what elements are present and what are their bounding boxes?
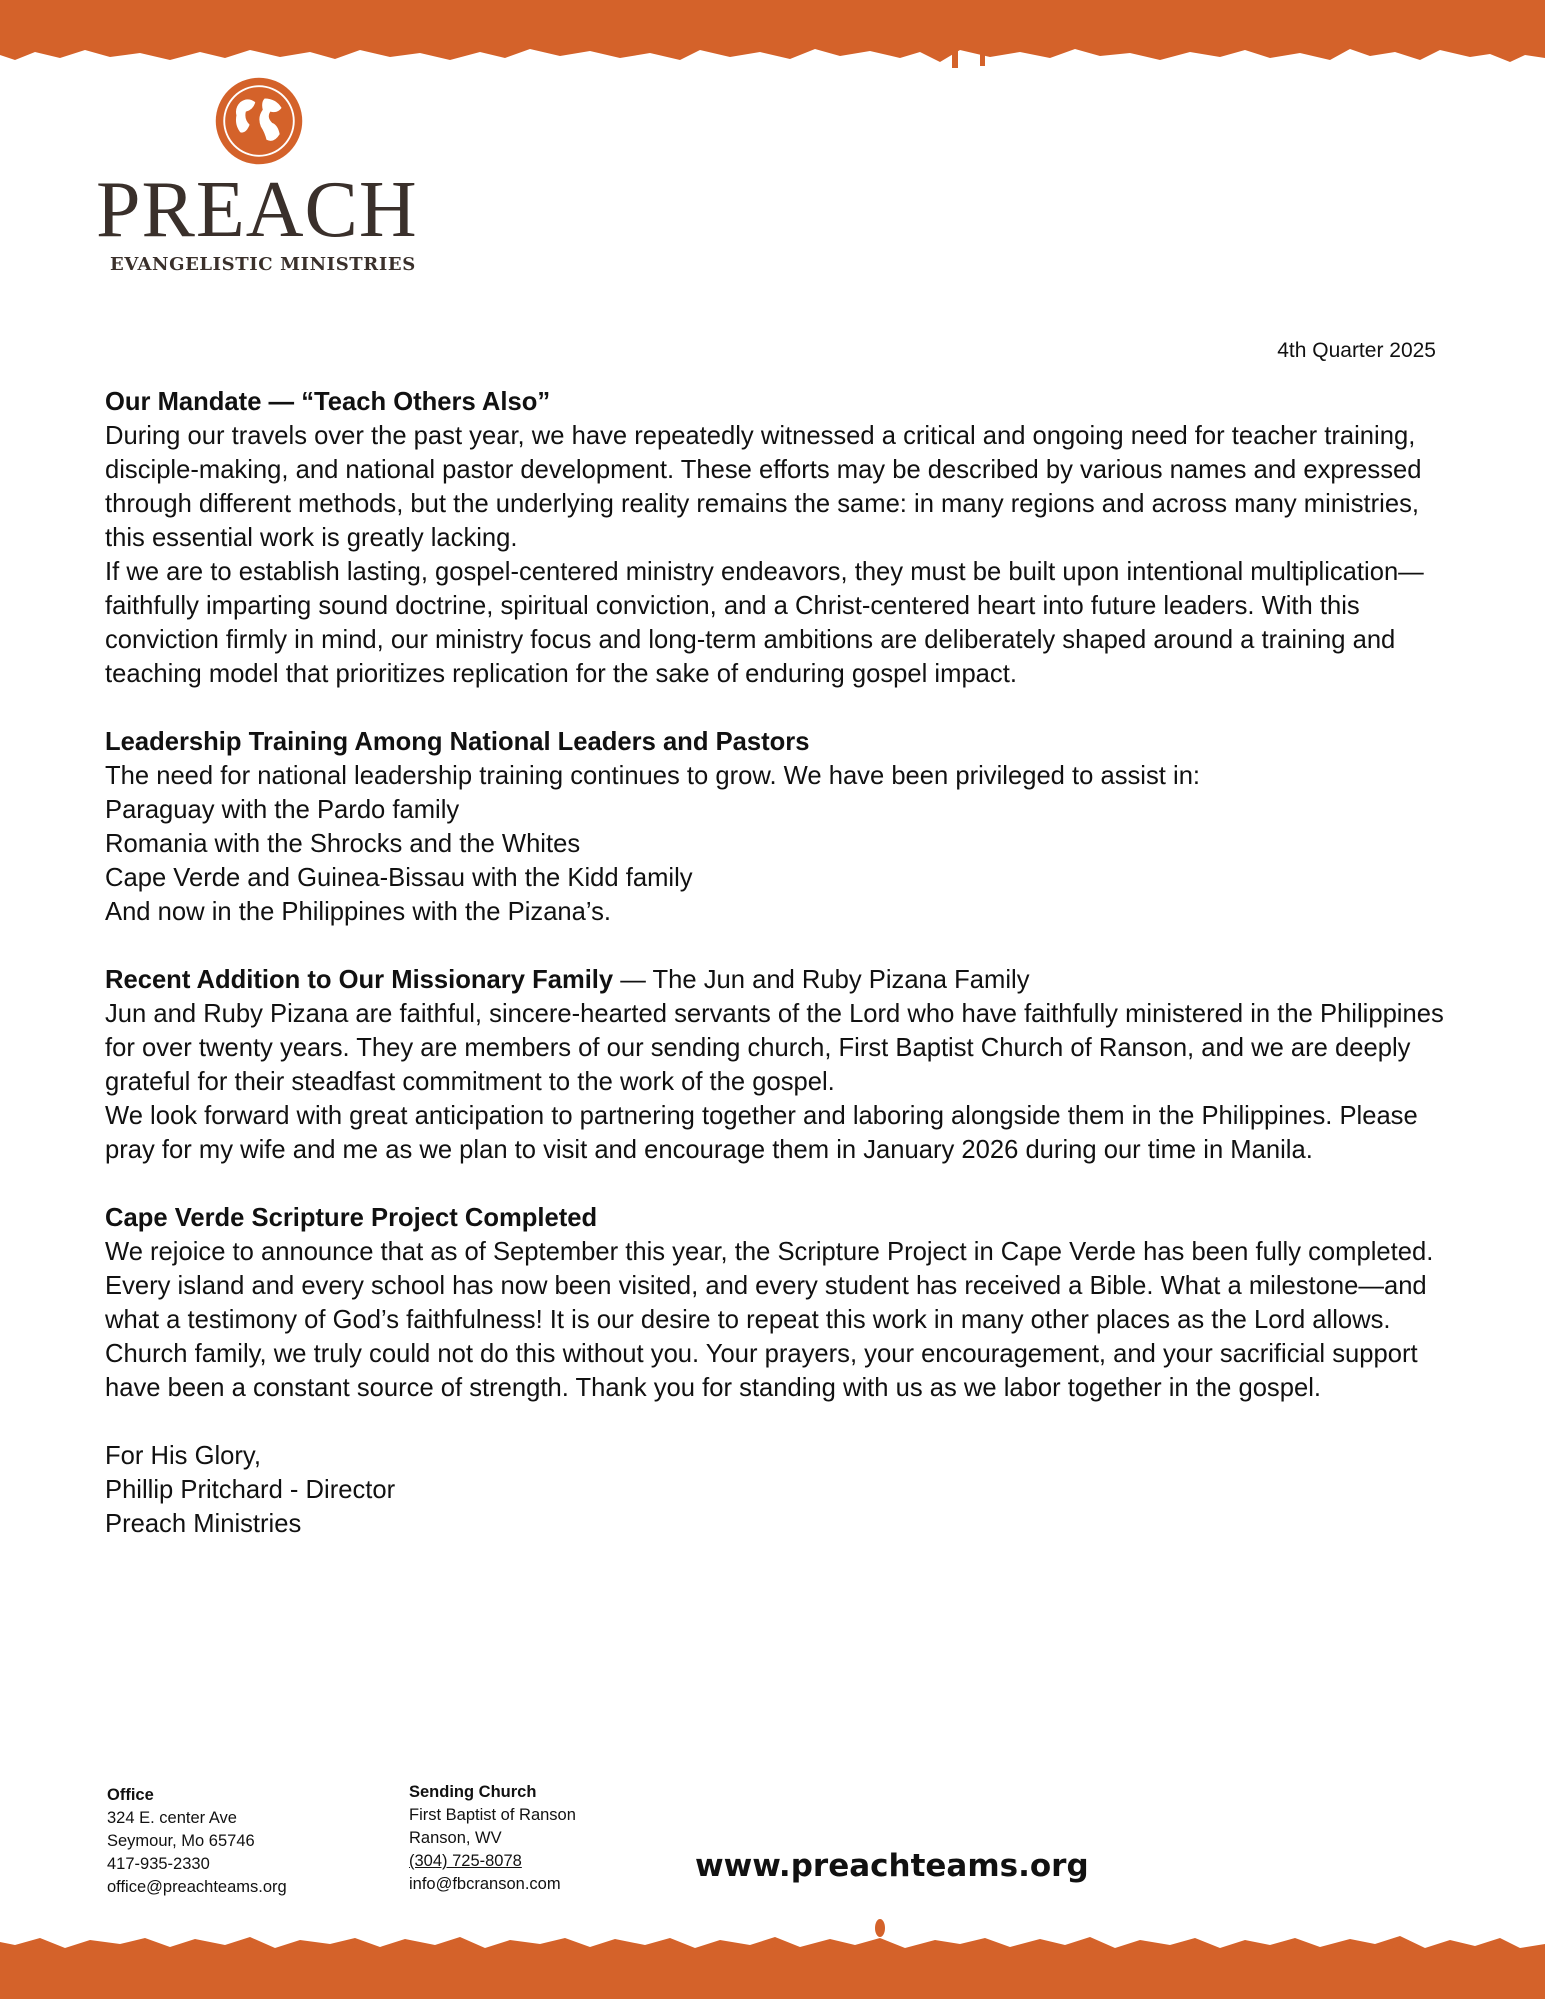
addition-paragraph-2: We look forward with great anticipation to partnering together and laboring alongside them in the Philippines. Please pray for my wife and me as we plan to visit and encourage them in January 2026 during our time in Manila.	[105, 1102, 1418, 1164]
scripture-heading: Cape Verde Scripture Project Completed	[105, 1204, 598, 1232]
office-email: office@preachteams.org	[107, 1878, 287, 1896]
mandate-paragraph-1: During our travels over the past year, we have repeatedly witnessed a critical and ongoing need for teacher training, disciple-making, and national pastor development. These efforts may be described by various names and expressed through different methods, but the underlying reality remains the same: in many regions and across many ministries, this essential work is greatly lacking.	[105, 422, 1422, 552]
addition-paragraph-1: Jun and Ruby Pizana are faithful, sincere-hearted servants of the Lord who have faithfully ministered in the Philippines for over twenty years. They are members of our sending church, First Baptist Church of Ranson, and we are deeply grateful for their steadfast commitment to the work of the gospel.	[105, 1000, 1444, 1096]
bottom-border-band	[0, 1914, 1545, 1999]
scripture-paragraph-1: We rejoice to announce that as of September this year, the Scripture Project in Cape Verde has been fully completed. Every island and every school has now been visited, and every student has received a Bible. What a milestone—and what a testimony of God’s faithfulness! It is our desire to repeat this work in many other places as the Lord allows.	[105, 1238, 1434, 1334]
church-name: First Baptist of Ranson	[409, 1806, 576, 1824]
mandate-paragraph-2: If we are to establish lasting, gospel-centered ministry endeavors, they must be built upon intentional multiplication—faithfully imparting sound doctrine, spiritual conviction, and a Christ-centered heart into future leaders. With this conviction firmly in mind, our ministry focus and long-term ambitions are deliberately shaped around a training and teaching model that prioritizes replication for the sake of enduring gospel impact.	[105, 558, 1424, 688]
footer-office	[107, 1784, 287, 1899]
office-title: Office	[107, 1786, 154, 1804]
church-city: Ranson, WV	[409, 1829, 502, 1847]
logo-title: PREACH	[96, 166, 418, 254]
church-title: Sending Church	[409, 1783, 537, 1801]
list-item: Romania with the Shrocks and the Whites	[105, 830, 581, 858]
addition-heading-line	[105, 963, 1445, 997]
list-item: Cape Verde and Guinea-Bissau with the Kidd family	[105, 864, 693, 892]
list-item: Paraguay with the Pardo family	[105, 796, 460, 824]
addition-heading-suffix: — The Jun and Ruby Pizana Family	[613, 966, 1030, 994]
top-border-band	[0, 0, 1545, 80]
leadership-intro: The need for national leadership training continues to grow. We have been privileged to assist in:	[105, 762, 1201, 790]
church-phone-link[interactable]: (304) 725-8078	[409, 1852, 522, 1870]
mandate-heading: Our Mandate — “Teach Others Also”	[105, 388, 551, 416]
logo-subtitle: EVANGELISTIC MINISTRIES	[110, 254, 416, 275]
office-address-2: Seymour, Mo 65746	[107, 1832, 255, 1850]
list-item: And now in the Philippines with the Pizana’s.	[105, 898, 612, 926]
letter-body	[105, 385, 1445, 1541]
office-address-1: 324 E. center Ave	[107, 1809, 237, 1827]
scripture-paragraph-2: Church family, we truly could not do this without you. Your prayers, your encouragement, and your sacrificial support have been a constant source of strength. Thank you for standing with us as we labor together in the gospel.	[105, 1340, 1418, 1402]
signature-closing: For His Glory,	[105, 1442, 261, 1470]
signature-org: Preach Ministries	[105, 1510, 302, 1538]
addition-heading: Recent Addition to Our Missionary Family	[105, 966, 614, 994]
letter-date: 4th Quarter 2025	[1277, 339, 1436, 362]
leadership-heading: Leadership Training Among National Leaders and Pastors	[105, 728, 810, 756]
signature-name: Phillip Pritchard - Director	[105, 1476, 396, 1504]
church-email: info@fbcranson.com	[409, 1875, 561, 1893]
globe-icon	[212, 74, 306, 168]
office-phone: 417-935-2330	[107, 1855, 210, 1873]
website-url: www.preachteams.org	[695, 1848, 1089, 1884]
footer-church	[409, 1781, 576, 1896]
